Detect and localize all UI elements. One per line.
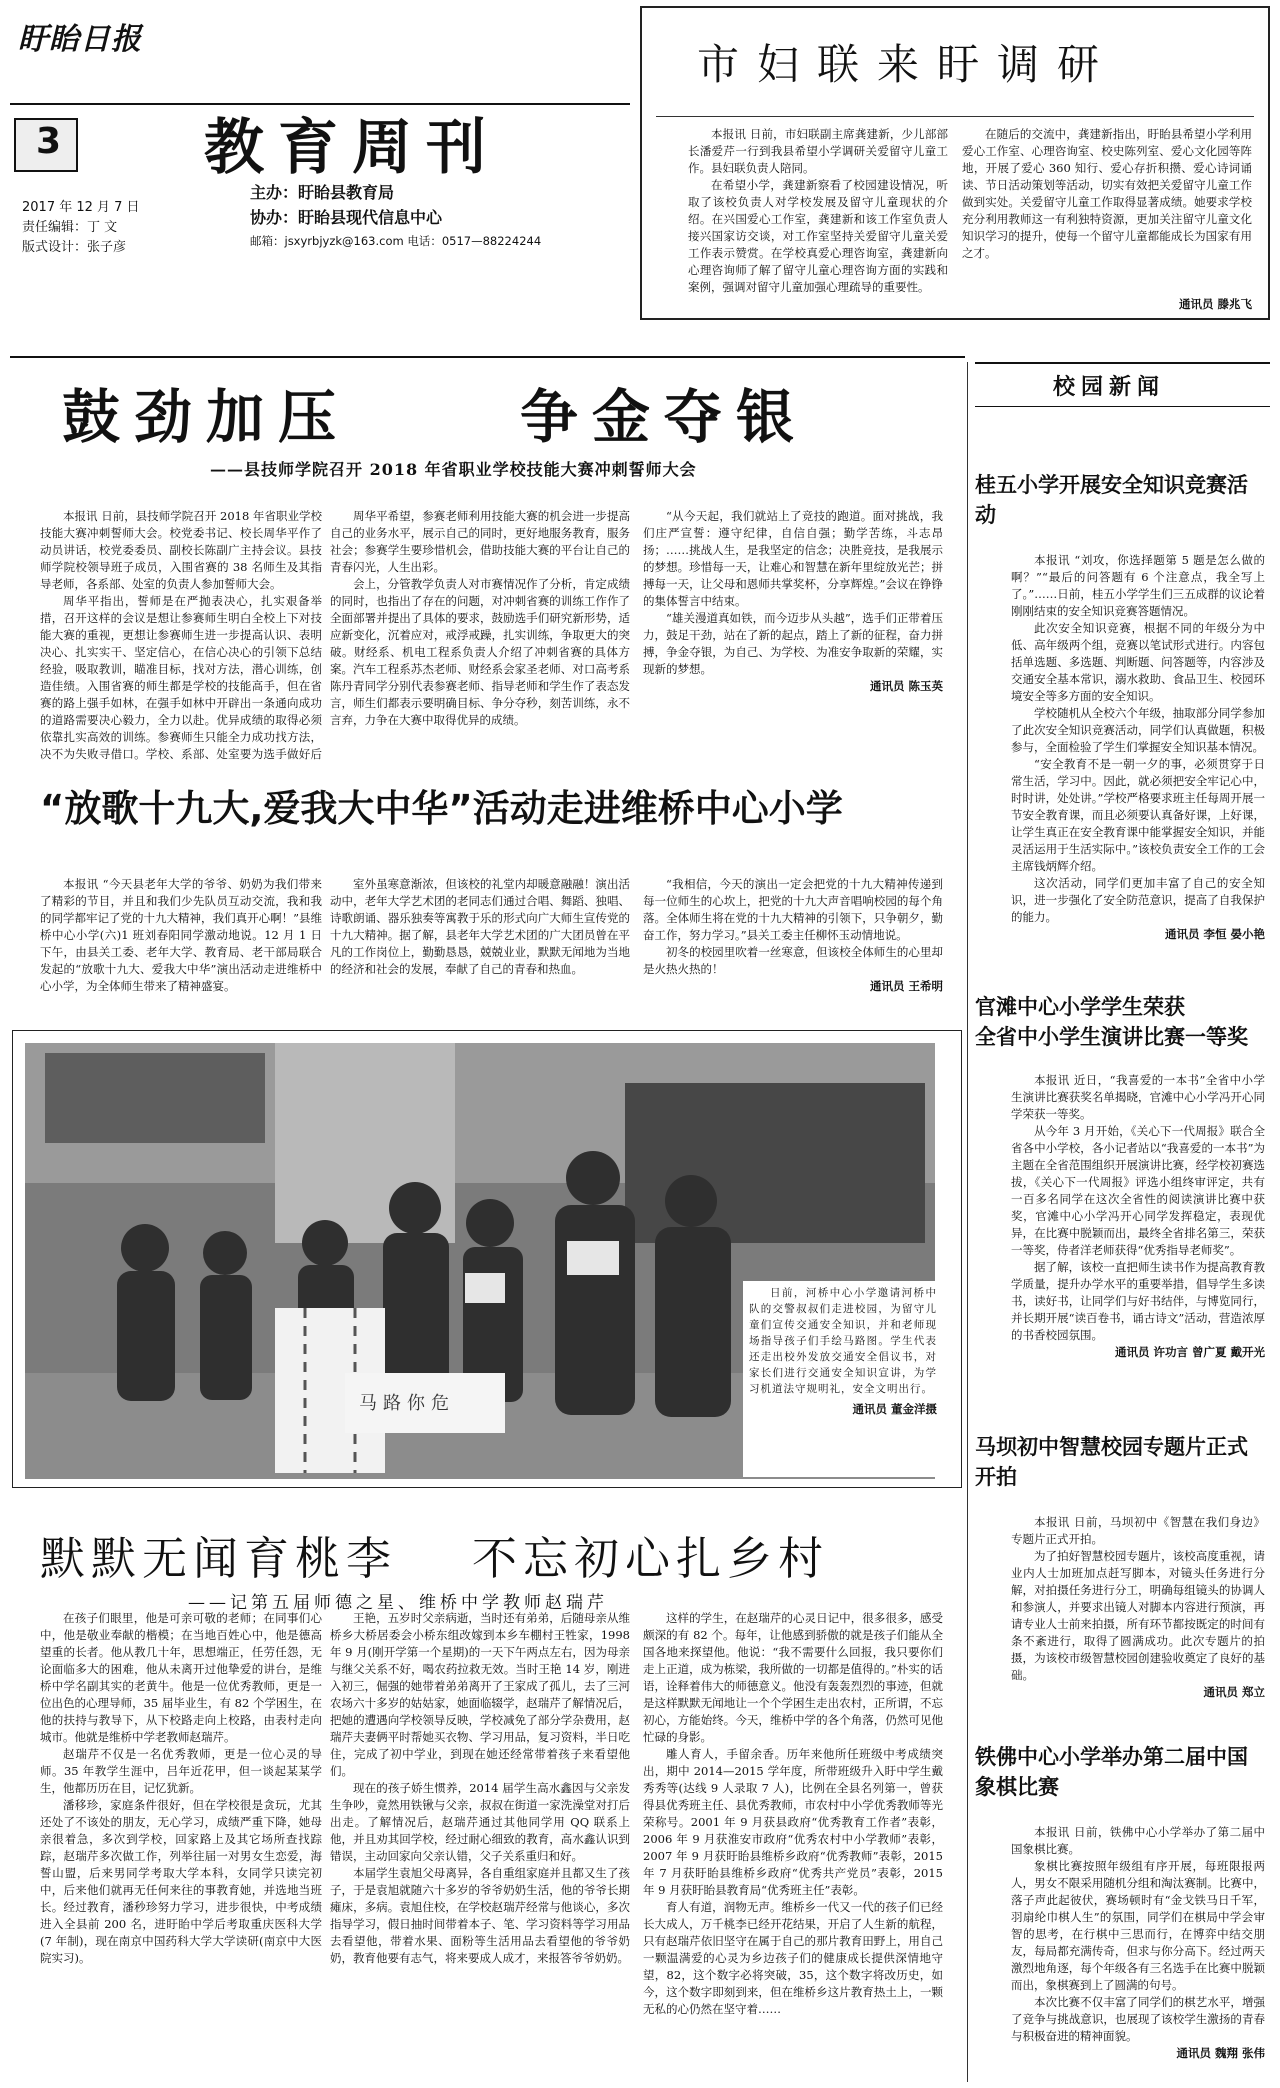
news-item-paragraph: 本报讯 日前，铁佛中心小学举办了第二届中国象棋比赛。 xyxy=(1011,1825,1265,1856)
photo-frame xyxy=(12,1030,962,1488)
news-item-credit: 通讯员 魏翔 张伟 xyxy=(1176,2046,1265,2060)
lead-paragraph: 周华平指出，誓师是在严抛表决心，扎实艰备举措，召开这样的会议是想让参赛师生明白全校上下对技能大赛的重视，更想让参赛师生进一步提高认识、表明决心、扎实实干、坚定信心，在信心决心的引领下总结经验，吸取教训，瞄准目标，找对方法，潜心训练，创造佳绩。入围省赛的师生都是学校的技能高手，但在省赛的路上强手如林，在强手如林中开辟出一条通向成功的道路需要决心毅力，全力以赴。优异成绩的取得必须依靠扎实高效的训练。参赛师生只能全力成功找方法，决不为失败寻借口。学校、系部、处室要为选手做好后 xyxy=(40,594,322,761)
news-item-credit: 通讯员 许功言 曾广夏 戴开光 xyxy=(1114,1345,1265,1359)
news-item-paragraph: 学校随机从全校六个年级，抽取部分同学参加了此次安全知识竞赛活动，同学们认真做题，积极参与，全面检验了学生们掌握安全知识基本情况。 xyxy=(1011,706,1265,754)
news-item-headline: 马坝初中智慧校园专题片正式开拍 xyxy=(975,1435,1248,1489)
feature-paragraph: 赵瑞芹不仅是一名优秀教师，更是一位心灵的导师。35 年教学生涯中，吕年近花甲，但一谈起某某学生，他都历历在目，记忆犹新。 xyxy=(40,1747,322,1795)
news-item xyxy=(975,992,1265,1392)
lead-paragraph: 本报讯 日前，县技师学院召开 2018 年省职业学校技能大赛冲刺誓师大会。校党委书记、校长周华平作了动员讲话，校党委委员、副校长陈副广主持会议。县技师学院校领导班子成员，入围省赛的 38 名师生及其指导老师，各系部、处室的负责人参加誓师大会。 xyxy=(40,509,322,591)
feature-headline-a: 默默无闻育桃李 xyxy=(40,1532,398,1585)
top-story-paragraph: 在希望小学，龚建新察看了校园建设情况，听取了该校负责人对学校发展及留守儿童现状的介绍。在兴国爱心工作室，龚建新和该工作室负责人接兴国家访交谈，对工作室坚持关爱留守儿童关爱工作表示赞赏。在学校真爱心理咨询室，龚建新向心理咨询师了解了留守儿童心理咨询方面的实践和案例，强调对留守儿童加强心理疏导的重要性。 xyxy=(688,178,948,294)
news-item-paragraph: 据了解，该校一直把师生读书作为提高教育教学质量，提升办学水平的重要举措，倡导学生多读书，读好书，让同学们与好书结伴，与博览同行，并长期开展“读百卷书，诵古诗文”活动，营造浓厚的书香校园氛围。 xyxy=(1011,1260,1265,1342)
news-item-paragraph: 本次比赛不仅丰富了同学们的棋艺水平，增强了竞争与挑战意识，也展现了该校学生激扬的青春与积极奋进的精神面貌。 xyxy=(1011,1995,1265,2043)
co-host-organization: 协办：盱眙县现代信息中心 xyxy=(250,208,443,227)
lead-credit: 通讯员 陈玉英 xyxy=(869,679,943,693)
responsible-editor: 责任编辑：丁 文 xyxy=(22,220,118,235)
lead-headline-a: 鼓劲加压 xyxy=(62,383,351,451)
top-story-col-2 xyxy=(962,126,1252,316)
news-item-headline: 桂五小学开展安全知识竞赛活动 xyxy=(975,473,1248,527)
lead-col-2 xyxy=(330,508,630,756)
feature-paragraph: 现在的孩子娇生惯养，2014 届学生高水鑫因与父亲发生争吵，竟然用铁锹与父亲，叔叔在街道一家洗澡堂对打后出走。了解情况后，赵瑞芹通过其他同学用 QQ 联系上他，并且劝其回学校，经过耐心细致的教育，高水鑫认识到错误，主动回家向父亲认错，父子关系重归和好。 xyxy=(330,1781,630,1863)
lead-paragraph: “雄关漫道真如铁，而今迈步从头越”，选手们正带着压力，鼓足干劲，站在了新的起点，踏上了新的征程，奋力拼搏，争金夺银，为自己、为学校、为准安争取新的荣耀，实现新的梦想。 xyxy=(643,611,943,676)
feature-paragraph: 雕人育人，手留余香。历年来他所任班级中考成绩突出，期中 2014—2015 学年度，所带班级升入盱中学生戴秀秀等(达线 9 人录取 7 人)，比例在全县名列第一，曾获得县优秀班主任、县优秀教师，市农村中小学优秀教师等光荣称号。2001 年 9 月获县政府“优秀教育工作者”表彰，2006 年 9 月获淮安市政府“优秀农村中小学教师”表彰，2007 年 9 月获盱眙县维桥乡政府“优秀教师”表彰，2015 年 7 月获盱眙县维桥乡政府“优秀共产党员”表彰，2015 年 9 月获盱眙县教育局“优秀班主任”表彰。 xyxy=(643,1747,943,1897)
feature-col-3 xyxy=(643,1610,943,2078)
news-item xyxy=(975,470,1265,941)
top-story-box xyxy=(640,6,1270,320)
feature-col-1 xyxy=(40,1610,322,2078)
lead-paragraph: 周华平希望，参赛老师利用技能大赛的机会进一步提高自己的业务水平，展示自己的同时，更好地服务教育，服务社会；参赛学生要珍惜机会，借助技能大赛的平台让自己的青春闪光，人生出彩。 xyxy=(330,509,630,574)
second-paragraph: “我相信，今天的演出一定会把党的十九大精神传递到每一位师生的心坎上，把党的十九大声音唱响校园的每个角落。全体师生将在党的十九大精神的引领下，只争朝夕，勤奋工作，努力学习。”县关工委主任柳怀玉动情地说。 xyxy=(643,877,943,942)
feature-headline-b: 不忘初心扎乡村 xyxy=(472,1532,830,1585)
section-title: 教育周刊 xyxy=(204,113,500,183)
news-item-paragraph: 此次安全知识竞赛，根据不同的年级分为中低、高年级两个组，竞赛以笔试形式进行。内容包括单选题、多选题、判断题、问答题等，内容涉及交通安全基本常识，溺水救助、食品卫生、校园环境安全等多方面的安全知识。 xyxy=(1011,621,1265,703)
second-credit: 通讯员 王希明 xyxy=(869,979,943,993)
news-item-paragraph: 本报讯 近日，“我喜爱的一本书”全省中小学生演讲比赛获奖名单揭晓，官滩中心小学冯开心同学荣获一等奖。 xyxy=(1011,1073,1265,1121)
masthead xyxy=(0,0,640,260)
contact-info: 邮箱：jsxyrbjyzk@163.com 电话：0517—88224244 xyxy=(250,234,542,248)
sidebar-divider xyxy=(967,362,968,2082)
layout-designer: 版式设计：张子彦 xyxy=(22,240,127,255)
lead-col-1 xyxy=(40,508,322,761)
feature-subhead: ——记第五届师德之星、维桥中学教师赵瑞芹 xyxy=(188,1593,608,1613)
section-divider xyxy=(10,356,965,358)
second-paragraph: 本报讯 “今天县老年大学的爷爷、奶奶为我们带来了精彩的节目，并且和我们少先队员互动交流，我和我的同学都牢记了党的十九大精神，我们真开心啊！”县维桥中心小学(六)1 班刘春阳同学激动地说。12 月 1 日下午，由县关工委、老年大学、教育局、老干部局联合发起的“放歌十九大、爱我大中华”演出活动走进维桥中心小学，为全体师生带来了精神盛宴。 xyxy=(40,877,322,993)
news-item-paragraph: 这次活动，同学们更加丰富了自己的安全知识，进一步强化了安全防范意识，提高了自我保护的能力。 xyxy=(1011,876,1265,924)
top-story-paragraph: 本报讯 日前，市妇联副主席龚建新，少儿部部长潘爱芹一行到我县希望小学调研关爱留守儿童工作。县妇联负责人陪同。 xyxy=(688,127,948,175)
lead-paragraph: 会上，分管教学负责人对市赛情况作了分析，肯定成绩的同时，也指出了存在的问题，对冲刺省赛的训练工作作了全面部署并提出了具体的要求，鼓励选手们研究新形势，适应新变化，沉着应对，戒浮戒躁，扎实训练，争取更大的突破。财经系、机电工程系负责人介绍了冲刺省赛的具体方案。汽车工程系苏杰老师、财经系会家圣老师、对口高考系陈丹青同学分别代表参赛老师、指导老师和学生作了表态发言，师生们都表示要明确目标、争分夺秒，刻苦训练，永不言弃，力争在大赛中取得优异的成绩。 xyxy=(330,577,630,727)
news-item-credit: 通讯员 李恒 晏小艳 xyxy=(1164,927,1265,941)
campus-news-column xyxy=(975,362,1275,2084)
top-story-rule xyxy=(656,116,1254,117)
news-item xyxy=(975,1432,1265,1699)
paper-name-logo: 盱眙日报 xyxy=(18,22,142,57)
host-organization: 主办：盱眙县教育局 xyxy=(250,183,395,202)
second-paragraph: 初冬的校园里吹着一丝寒意，但该校全体师生的心里却是火热火热的！ xyxy=(643,945,943,976)
news-item-headline: 官滩中心小学学生荣获 xyxy=(975,995,1185,1019)
feature-paragraph: 这样的学生，在赵瑞芹的心灵日记中，很多很多，感受颇深的有 82 个。每年，让他感到骄傲的就是孩子们能从全国各地来探望他。他说：“我不需要什么回报，我只要你们走上正道，成为栋梁，我所做的一切都是值得的。”朴实的话语，诠释着伟大的师德意义。他没有轰轰烈烈的事迹，但就是这样默默无闻地让一个个学困生走出农村，正所谓，不忘初心，方能始终。今天，维桥中学的各个角落，仍然可见他忙碌的身影。 xyxy=(643,1611,943,1744)
photo-caption-box xyxy=(743,1281,943,1477)
second-col-3 xyxy=(643,876,943,1004)
second-col-2 xyxy=(330,876,630,1004)
lead-subhead: ——县技师学院召开 2018 年省职业学校技能大赛冲刺誓师大会 xyxy=(210,460,697,479)
news-item-paragraph: 为了拍好智慧校园专题片，该校高度重视，请业内人士加班加点赶写脚本，对镜头任务进行分解，对拍摄任务进行分工，明确每组镜头的协调人和参演人，并要求出镜人对脚本内容进行预演，再请专业人士前来拍摄，所有环节都按既定的时间有条不紊进行，取得了圆满成功。此次专题片的拍摄，为该校市级智慧校园创建验收奠定了良好的基础。 xyxy=(1011,1549,1265,1682)
news-item-credit: 通讯员 郑立 xyxy=(1203,1685,1265,1699)
news-item-paragraph: 本报讯 “刘攻，你选择题第 5 题是怎么做的啊？”“最后的问答题有 6 个注意点，我全写上了。”……日前，桂五小学学生们三五成群的议论着刚刚结束的安全知识竞赛答题情况。 xyxy=(1011,553,1265,618)
feature-paragraph: 在孩子们眼里，他是可亲可敬的老师；在同事们心中，他是敬业奉献的楷模；在当地百姓心中，他是德高望重的长者。他从教几十年，思想端正，任劳任怨，无论面临多大的困难，他从未离开过他挚爱的讲台，是维桥中学名副其实的老黄牛。他是一位优秀教师，更是一位出色的心理导师，35 届毕业生，有 82 个学困生，在他的扶持与教导下，从下校路走向上校路，由表村走向城市。他就是维桥中学老教师赵瑞芹。 xyxy=(40,1611,322,1744)
news-item xyxy=(975,1742,1265,2080)
lead-headline-b: 争金夺银 xyxy=(520,383,809,451)
feature-paragraph: 育人有道，润物无声。维桥乡一代又一代的孩子们已经长大成人，万千桃李已经开花结果，开启了人生新的航程，只有赵瑞芹依旧坚守在属于自己的那片教育田野上，用自己一颗温满爱的心灵为乡边孩子们的健康成长提供深情地守望，82，这个数字必将突破，35，这个数字将改历史，如今，这个数字即刻到来，但在维桥乡这片教育热土上，一颗无私的心仍然在坚守着…… xyxy=(643,1900,943,2016)
feature-paragraph: 王艳，五岁时父亲病逝，当时还有弟弟，后随母亲从维桥乡大桥居委会小桥东组改嫁到本乡车棚村王牲家，1998 年 9 月(刚开学第一个星期)的一天下午两点左右，因为母亲与继父关系不好，喝农药拉救无效。当时王艳 14 岁，刚进入初三，倔强的她带着弟弟离开了王家成了孤儿，去了三河农场六十多岁的姑姑家，她面临辍学，赵瑞芹了解情况后，把她的遭遇向学校领导反映，学校减免了部分学杂费用，赵瑞芹夫妻俩平时帮她买衣物、学习用品，复习资料，半日吃住，完成了初中学业，到现在她还经常带着孩子来看望他们。 xyxy=(330,1611,630,1778)
second-col-1 xyxy=(40,876,322,1004)
feature-col-2 xyxy=(330,1610,630,2078)
lead-paragraph: “从今天起，我们就站上了竞技的跑道。面对挑战，我们庄严宣誓：遵守纪律，自信自强；勤学苦练，斗志昂扬；……挑战人生，是我坚定的信念；决胜竞技，是我展示的梦想。珍惜每一天，让难心和智慧在新年里绽放光芒；拼搏每一天，让父母和恩师共掌奖杯，分享辉煌。”会议在铮铮的集体誓言中结束。 xyxy=(643,509,943,608)
page-number: 3 xyxy=(36,121,62,162)
campus-news-rule xyxy=(975,362,1270,364)
second-paragraph: 室外虽寒意渐浓，但该校的礼堂内却暖意融融！演出活动中，老年大学艺术团的老同志们通过合唱、舞蹈、独唱、诗歌朗诵、器乐独奏等寓教于乐的形式向广大师生宣传党的十九大精神。据了解，县老年大学艺术团的广大团员曾在平凡的工作岗位上，勤勤恳恳，兢兢业业，默默无闻地为当地的经济和社会的发展，奉献了自己的青春和热血。 xyxy=(330,877,630,976)
top-story-credit: 通讯员 滕兆飞 xyxy=(1178,297,1252,311)
issue-date: 2017 年 12 月 7 日 xyxy=(22,200,140,215)
top-story-headline: 市妇联来盱调研 xyxy=(697,40,1118,89)
campus-news-title: 校园新闻 xyxy=(1053,374,1166,400)
news-item-paragraph: “安全教育不是一朝一夕的事，必须贯穿于日常生活，学习中。因此，就必须把安全牢记心中，时时讲，处处讲。”学校严格要求班主任每周开展一节安全教育课，而且必须要认真备好课，上好课，让学生真正在安全教育课中能掌握安全知识，并能灵活运用于生活实际中。”该校负责安全工作的工会主席钱炳辉介绍。 xyxy=(1011,757,1265,873)
top-story-paragraph: 在随后的交流中，龚建新指出，盱眙县希望小学利用爱心工作室、心理咨询室、校史陈列室、爱心文化园等阵地，开展了爱心 360 知行、爱心存折积攒、爱心诗词诵读、节日活动策划等活动，切实有效把关爱留守儿童工作做到实处。关爱留守儿童工作取得显著成绩。她要求学校充分利用教师这一有利独特资源，更加关注留守儿童文化知识学习的提升，使每一个留守儿童都能成长为国家有用之才。 xyxy=(962,127,1252,260)
lead-col-3 xyxy=(643,508,943,756)
news-item-paragraph: 从今年 3 月开始，《关心下一代周报》联合全省各中小学校，各小记者站以“我喜爱的一本书”为主题在全省范围组织开展演讲比赛，经学校初赛选拔，《关心下一代周报》评选小组终审评定，共有一百多名同学在这次全省性的阅读演讲比赛中获奖，官滩中心小学冯开心同学发挥稳定，表现优异，在比赛中脱颖而出，最终全省排名第三，荣获一等奖，侍者洋老师获得“优秀指导老师奖”。 xyxy=(1011,1124,1265,1257)
photo-caption: 日前，河桥中心小学邀请河桥中队的交警叔叔们走进校园，为留守儿童们宣传交通安全知识，并和老师现场指导孩子们手绘马路图。学生代表还走出校外发放交通安全倡议书，对家长们进行交通安全知识宣讲，为学习机道法守规明礼，安全文明出行。 xyxy=(749,1287,937,1395)
feature-paragraph: 本届学生袁旭父母离异，各自重组家庭并且都又生了孩子，于是袁旭就随六十多岁的爷爷奶奶生活，他的爷爷长期瘫床，多病。袁旭住校，在学校赵瑞芹经常与他谈心，多次指导学习，假日抽时间带着本子、笔、学习资料等学习用品去看望他，带着水果、面粉等生活用品去看望他的爷爷奶奶，教育他要有志气，将来要成人成才，来报答爷爷奶奶。 xyxy=(330,1866,630,1965)
news-item-paragraph: 象棋比赛按照年级组有序开展，每班限报两人，男女不限采用随机分组和淘汰赛制。比赛中，落子声此起彼伏，赛场顿时有“金戈铁马日千军，羽扇纶巾棋人生”的氛围，同学们在棋局中学会审智的思考，在行棋中三思而行，在博弈中结交朋友，每局都充满传奇，但求与你分高下。经过两天激烈地角逐，每个年级各有三名选手在比赛中脱颖而出，象棋赛到上了圆满的句号。 xyxy=(1011,1859,1265,1992)
photo-sign-text: 马路你危 xyxy=(359,1393,455,1414)
second-story-headline: “放歌十九大,爱我大中华”活动走进维桥中心小学 xyxy=(40,787,843,830)
news-item-headline: 全省中小学生演讲比赛一等奖 xyxy=(975,1025,1248,1049)
photo-credit: 通讯员 董金洋摄 xyxy=(852,1402,937,1416)
campus-news-rule xyxy=(975,406,1270,407)
news-item-headline: 铁佛中心小学举办第二届中国象棋比赛 xyxy=(975,1745,1248,1799)
feature-paragraph: 潘移珍，家庭条件很好，但在学校很是贪玩，尤其还处了不该处的朋友，无心学习，成绩严重下降，她母亲很着急，多次到学校，回家路上及其它场所查找踪踪，赵瑞芹多次做工作，列举往届一对男女生恋爱，海誓山盟，后来男同学考取大学本科，女同学只读完初中，后来他们就再无任何来往的事教育她，并选地当班长。经过教育，潘秒珍努力学习，进步很快，中考成绩进入全县前 200 名，进盱眙中学后考取重庆医科大学(7 年制)，现在南京中国药科大学大学读研(南京中大医院实习)。 xyxy=(40,1798,322,1965)
news-item-paragraph: 本报讯 日前，马坝初中《智慧在我们身边》专题片正式开拍。 xyxy=(1011,1515,1265,1546)
top-story-col-1 xyxy=(688,126,948,316)
